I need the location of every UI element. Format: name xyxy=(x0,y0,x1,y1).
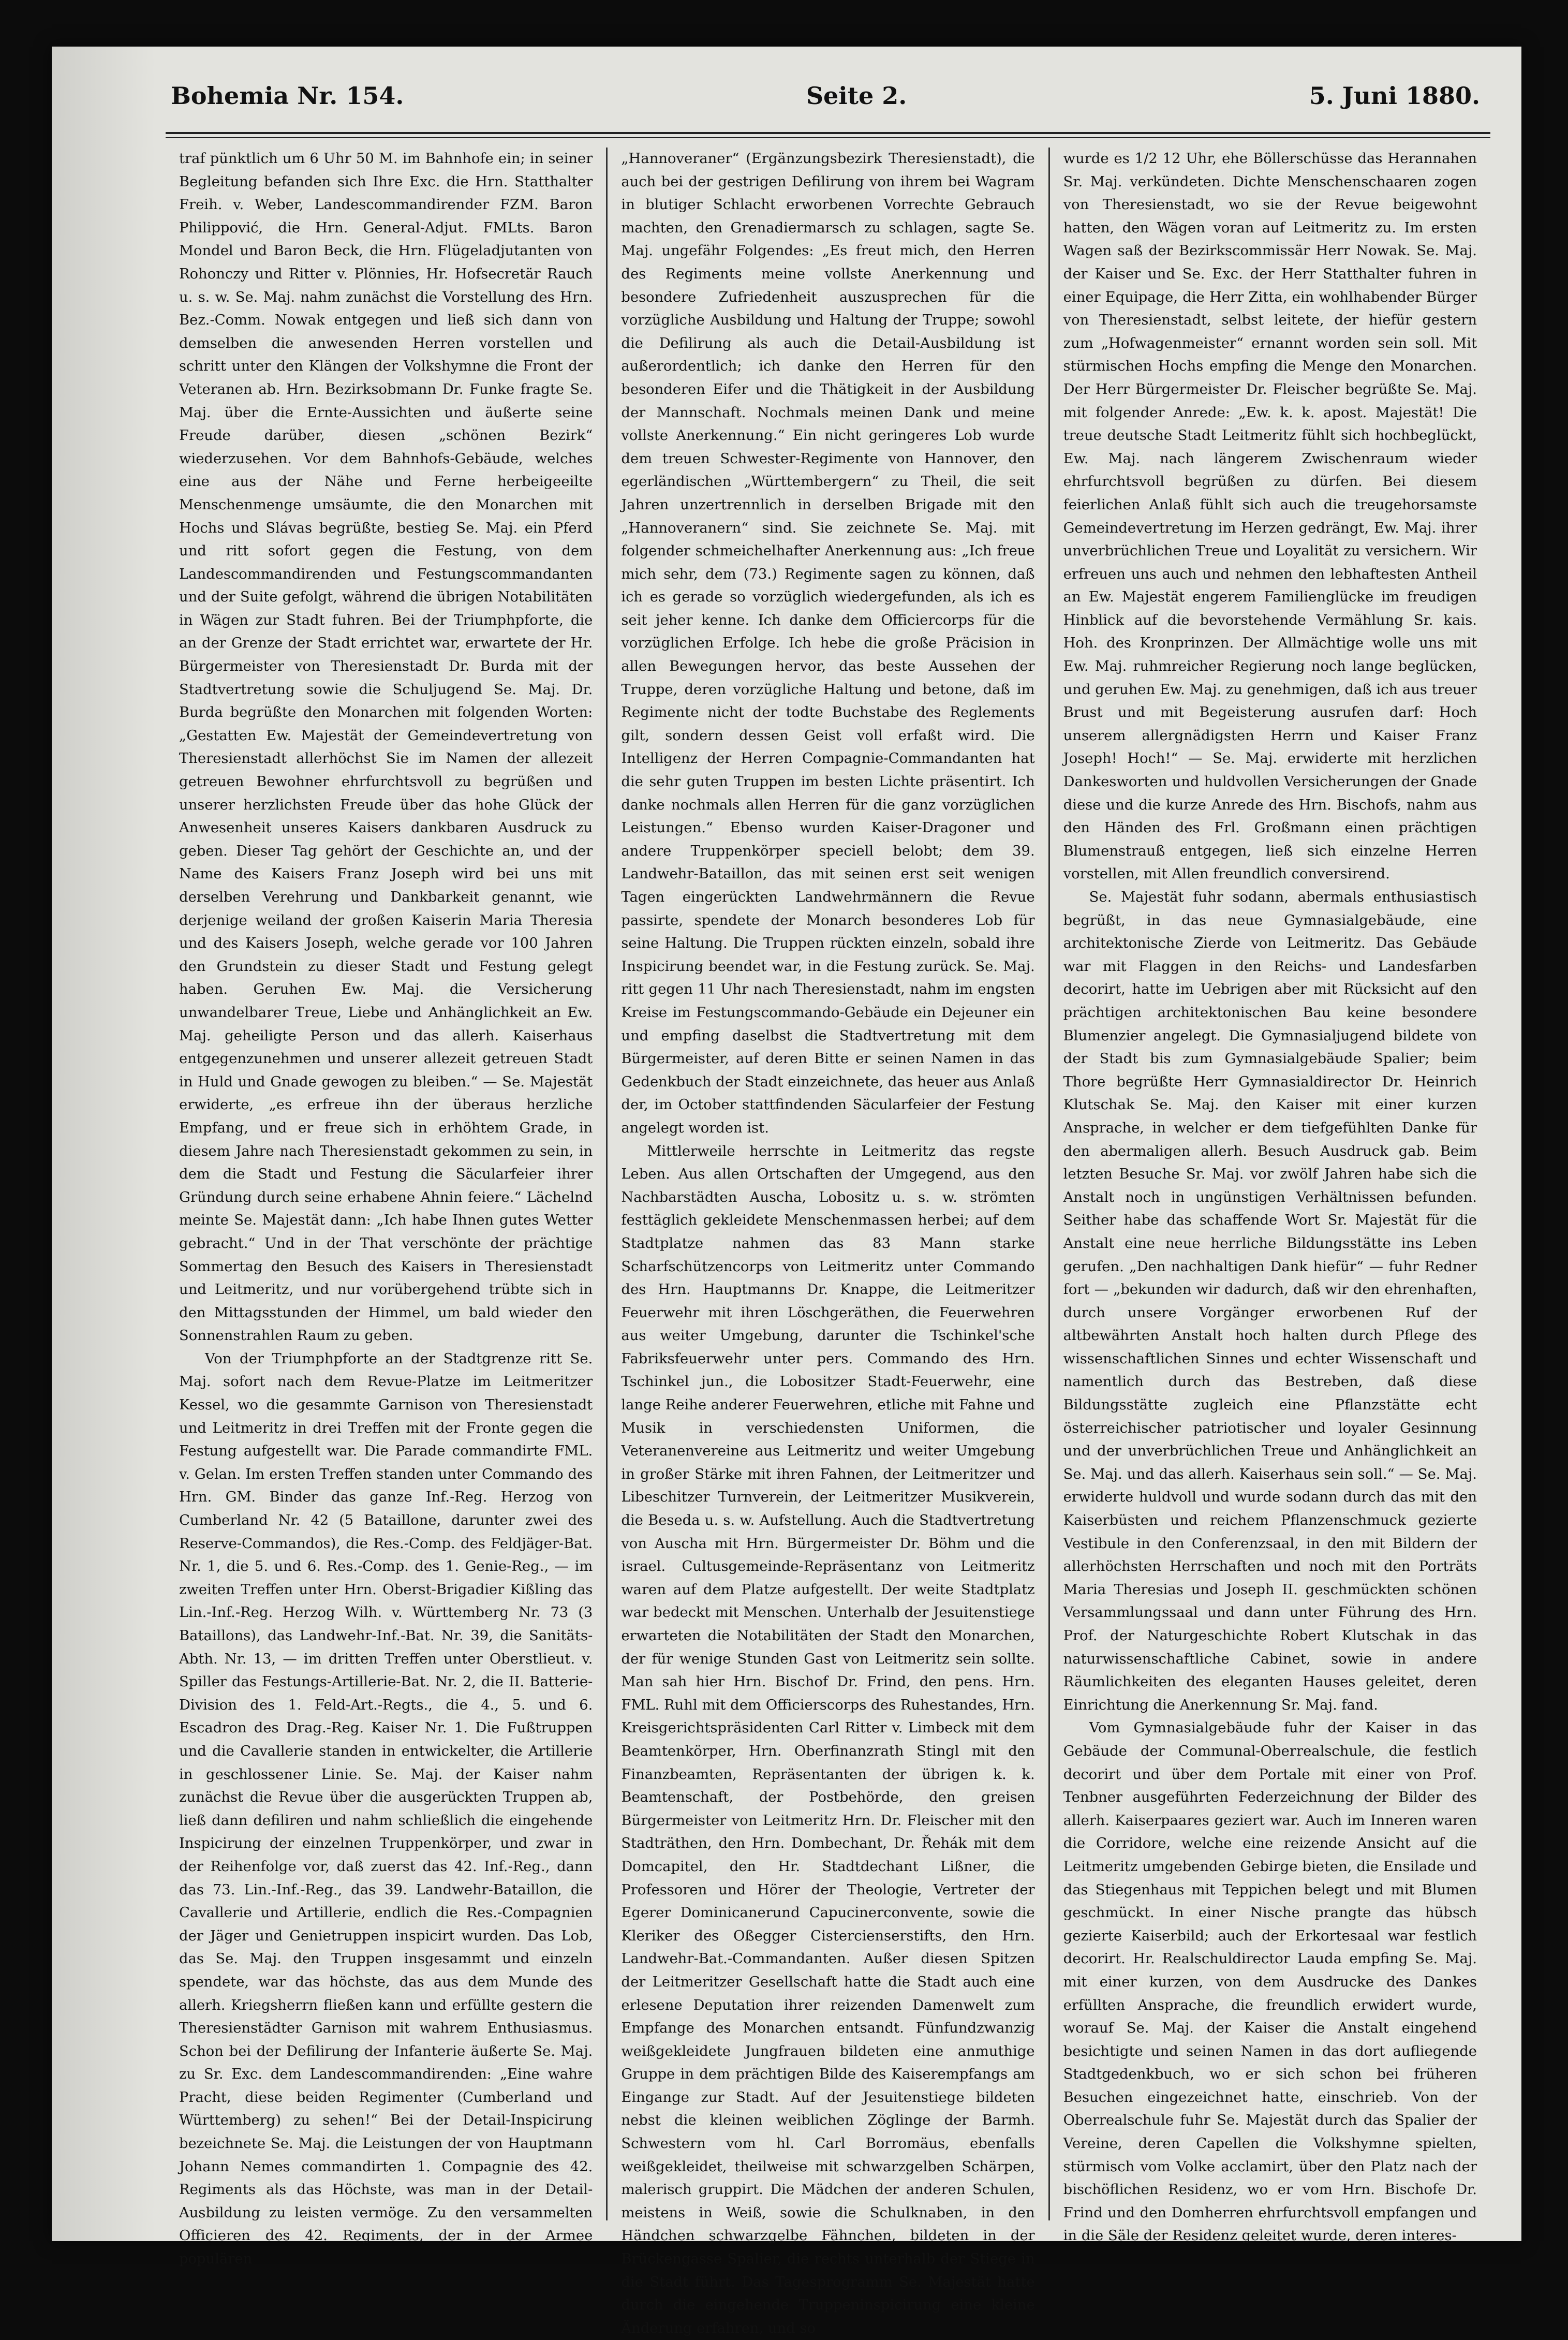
page-gutter xyxy=(52,47,155,2241)
page-number: Seite 2. xyxy=(806,82,907,110)
paragraph: Mittlerweile herrschte in Leitmeritz das regste Leben. Aus allen Ortschaften der Umgegend, aus den Nachbarstädten Auscha, Lobositz u. s. w. strömten festtäglich gekleidete Menschenmassen herbei; auf dem Stadtplatze nahmen das 83 Mann starke Scharfschützencorps von Leitmeritz unter Commando des Hrn. Hauptmanns Dr. Knappe, die Leitmeritzer Feuerwehr mit ihren Löschgeräthen, die Feuerwehren aus weiter Umgebung, darunter die Tschinkel'sche Fabriksfeuerwehr unter pers. Commando des Hrn. Tschinkel jun., die Lobositzer Stadt-Feuerwehr, eine lange Reihe anderer Feuerwehren, etliche mit Fahne und Musik in verschiedensten Uniformen, die Veteranenvereine aus Leitmeritz und weiter Umgebung in großer Stärke mit ihren Fahnen, der Leitmeritzer und Libeschitzer Turnverein, der Leitmeritzer Musikverein, die Beseda u. s. w. Aufstellung. Auch die Stadtvertretung von Auscha mit Hrn. Bürgermeister Dr. Böhm und die israel. Cultusgemeinde-Repräsentanz von Leitmeritz waren auf dem Platze aufgestellt. Der weite Stadtplatz war bedeckt mit Menschen. Unterhalb der Jesuitenstiege erwarteten die Notabilitäten der Stadt den Monarchen, der für wenige Stunden Gast von Leitmeritz sein sollte. Man sah hier Hrn. Bischof Dr. Frind, den pens. Hrn. FML. Ruhl mit dem Officierscorps des Ruhestandes, Hrn. Kreisgerichtspräsidenten Carl Ritter v. Limbeck mit dem Beamtenkörper, Hrn. Oberfinanzrath Stingl mit den Finanzbeamten, Repräsentanten der übrigen k. k. Beamtenschaft, der Postbehörde, den greisen Bürgermeister von Leitmeritz Hrn. Dr. Fleischer mit den Stadträthen, den Hrn. Dombechant, Dr. Řehák mit dem Domcapitel, den Hr. Stadtdechant Lißner, die Professoren und Hörer der Theologie, Vertreter der Egerer Dominicanerund Capucinerconvente, sowie die Kleriker des Oßegger Cistercienserstifts, den Hrn. Landwehr-Bat.-Commandanten. Außer diesen Spitzen der Leitmeritzer Gesellschaft hatte die Stadt auch eine erlesene Deputation ihrer reizenden Damenwelt zum Empfange des Monarchen entsandt. Fünfundzwanzig weißgekleidete Jungfrauen bildeten eine anmuthige Gruppe in dem prächtigen Bilde des Kaiserempfangs am Eingange zur Stadt. Auf der Jesuitenstiege bildeten nebst die kleinen weiblichen Zöglinge der Barmh. Schwestern vom hl. Carl Borromäus, ebenfalls weißgekleidet, theilweise mit schwarzgelben Schärpen, malerisch gruppirt. Die Mädchen der anderen Schulen, meistens in Weiß, sowie die Schulknaben, in den Händchen schwarzgelbe Fähnchen, bildeten in der Brückengasse Spalier, die rechts unterhalb der Stiege in die Stadt führt. Das Tagesprogramm Se. Majestät hatte durch die eingehende Truppeninspicirung eine kleine Änderung erfahren, und so xyxy=(621,1143,1035,2336)
paragraph: Vom Gymnasialgebäude fuhr der Kaiser in das Gebäude der Communal-Oberrealschule, die festlich decorirt und über dem Portale mit einer von Prof. Tenbner ausgeführten Federzeichnung der Bilder des allerh. Kaiserpaares geziert war. Auch im Inneren waren die Corridore, welche eine reizende Ansicht auf die Leitmeritz umgebenden Gebirge bieten, die Ensilade und das Stiegenhaus mit Teppichen belegt und mit Blumen geschmückt. In einer Nische prangte das hübsch gezierte Kaiserbild; auch der Erkortesaal war festlich decorirt. Hr. Realschuldirector Lauda empfing Se. Maj. mit einer kurzen, von dem Ausdrucke des Dankes erfüllten Ansprache, die freundlich erwidert wurde, worauf Se. Maj. der Kaiser die Anstalt eingehend besichtigte und seinen Namen in das dort aufliegende Stadtgedenkbuch, wo er sich schon bei früheren Besuchen eingezeichnet hatte, einschrieb. Von der Oberrealschule fuhr Se. Majestät durch das Spalier der Vereine, deren Capellen die Volkshymne spielten, stürmisch vom Volke acclamirt, über den Platz nach der bischöflichen Residenz, wo er vom Hrn. Bischofe Dr. Frind und den Domherren ehrfurchtsvoll empfangen und in die Säle der Residenz geleitet wurde, deren interes- xyxy=(1063,1720,1477,2244)
header-rule xyxy=(166,132,1490,134)
column-2 xyxy=(606,148,1048,2336)
newspaper-page xyxy=(52,47,1521,2336)
paragraph: traf pünktlich um 6 Uhr 50 M. im Bahnhofe ein; in seiner Begleitung befanden sich Ihre Exc. die Hrn. Statthalter Freih. v. Weber, Landescommandirender FZM. Baron Philippović, die Hrn. General-Adjut. FMLts. Baron Mondel und Baron Beck, die Hrn. Flügeladjutanten von Rohonczy und Ritter v. Plönnies, Hr. Hofsecretär Rauch u. s. w. Se. Maj. nahm zunächst die Vorstellung des Hrn. Bez.-Comm. Nowak entgegen und ließ sich dann von demselben die anwesenden Herren vorstellen und schritt unter den Klängen der Volkshymne die Front der Veteranen ab. Hrn. Bezirksobmann Dr. Funke fragte Se. Maj. über die Ernte-Aussichten und äußerte seine Freude darüber, diesen „schönen Bezirk“ wiederzusehen. Vor dem Bahnhofs-Gebäude, welches eine aus der Nähe und Ferne herbeigeeilte Menschenmenge umsäumte, die den Monarchen mit Hochs und Slávas begrüßte, bestieg Se. Maj. ein Pferd und ritt sofort gegen die Festung, von dem Landescommandirenden und Festungscommandanten und der Suite gefolgt, während die übrigen Notabilitäten in Wägen zur Stadt fuhren. Bei der Triumphpforte, die an der Grenze der Stadt errichtet war, erwartete der Hr. Bürgermeister von Theresienstadt Dr. Burda mit der Stadtvertretung sowie die Schuljugend Se. Maj. Dr. Burda begrüßte den Monarchen mit folgenden Worten: „Gestatten Ew. Majestät der Gemeindevertretung von Theresienstadt allerhöchst Sie im Namen der allezeit getreuen Bewohner ehrfurchtsvoll zu begrüßen und unserer herzlichsten Freude über das hohe Glück der Anwesenheit unseres Kaisers dankbaren Ausdruck zu geben. Dieser Tag gehört der Geschichte an, und der Name des Kaisers Franz Joseph wird bei uns mit derselben Verehrung und Dankbarkeit genannt, wie derjenige weiland der großen Kaiserin Maria Theresia und des Kaisers Joseph, welche gerade vor 100 Jahren den Grundstein zu dieser Stadt und Festung gelegt haben. Geruhen Ew. Maj. die Versicherung unwandelbarer Treue, Liebe und Anhänglichkeit an Ew. Maj. geheiligte Person und das allerh. Kaiserhaus entgegenzunehmen und unserer allezeit getreuen Stadt in Huld und Gnade gewogen zu bleiben.“ — Se. Majestät erwiderte, „es erfreue ihn der überaus herzliche Empfang, und er freue sich in erhöhtem Grade, in diesem Jahre nach Theresienstadt gekommen zu sein, in dem die Stadt und Festung die Säcularfeier ihrer Gründung durch seine erhabene Ahnin feiere.“ Lächelnd meinte Se. Majestät dann: „Ich habe Ihnen gutes Wetter gebracht.“ Und in der That verschönte der prächtige Sommertag den Besuch des Kaisers in Theresienstadt und Leitmeritz, und nur vorübergehend trübte sich in den Mittagsstunden der Himmel, um bald wieder den Sonnenstrahlen Raum zu geben. xyxy=(179,151,593,1344)
column-3 xyxy=(1048,148,1490,2244)
header-rule-thin xyxy=(166,137,1490,138)
page-header xyxy=(171,62,1480,129)
paragraph: wurde es 1/2 12 Uhr, ehe Böllerschüsse das Herannahen Sr. Maj. verkündeten. Dichte Menschenschaaren zogen von Theresienstadt, wo sie der Revue beigewohnt hatten, den Wägen voran auf Leitmeritz zu. Im ersten Wagen saß der Bezirkscommissär Herr Nowak. Se. Maj. der Kaiser und Se. Exc. der Herr Statthalter fuhren in einer Equipage, die Herr Zitta, ein wohlhabender Bürger von Theresienstadt, selbst leitete, der hiefür gestern zum „Hofwagenmeister“ ernannt worden sein soll. Mit stürmischen Hochs empfing die Menge den Monarchen. Der Herr Bürgermeister Dr. Fleischer begrüßte Se. Maj. mit folgender Anrede: „Ew. k. k. apost. Majestät! Die treue deutsche Stadt Leitmeritz fühlt sich hochbeglückt, Ew. Maj. nach längerem Zwischenraum wieder ehrfurchtsvoll begrüßen zu dürfen. Bei diesem feierlichen Anlaß fühlt sich auch die treugehorsamste Gemeindevertretung im Herzen gedrängt, Ew. Maj. ihrer unverbrüchlichen Treue und Loyalität zu versichern. Wir erfreuen uns auch und nehmen den lebhaftesten Antheil an Ew. Majestät engerem Familienglücke im freudigen Hinblick auf die bevorstehende Vermählung Sr. kais. Hoh. des Kronprinzen. Der Allmächtige wolle uns mit Ew. Maj. ruhmreicher Regierung noch lange beglücken, und geruhen Ew. Maj. zu genehmigen, daß ich aus treuer Brust und mit Begeisterung ausrufen darf: Hoch unserem allergnädigsten Herrn und Kaiser Franz Joseph! Hoch!“ — Se. Maj. erwiderte mit herzlichen Dankesworten und huldvollen Versicherungen der Gnade diese und die kurze Anrede des Hrn. Bischofs, nahm aus den Händen des Frl. Großmann einen prächtigen Blumenstrauß entgegen, ließ sich einzelne Herren vorstellen, mit Allen freundlich conversirend. xyxy=(1063,151,1477,882)
paragraph: Se. Majestät fuhr sodann, abermals enthusiastisch begrüßt, in das neue Gymnasialgebäude, eine architektonische Zierde von Leitmeritz. Das Gebäude war mit Flaggen in den Reichs- und Landesfarben decorirt, hatte im Uebrigen aber mit Rücksicht auf den prächtigen architektonischen Bau keine besondere Blumenzier angelegt. Die Gymnasialjugend bildete von der Stadt bis zum Gymnasialgebäude Spalier; beim Thore begrüßte Herr Gymnasialdirector Dr. Heinrich Klutschak Se. Maj. den Kaiser mit einer kurzen Ansprache, in welcher er dem tiefgefühlten Danke für den abermaligen allerh. Besuch Ausdruck gab. Beim letzten Besuche Sr. Maj. vor zwölf Jahren habe sich die Anstalt noch in ungünstigen Verhältnissen befunden. Seither habe das schaffende Wort Sr. Majestät für die Anstalt eine neue herrliche Bildungsstätte ins Leben gerufen. „Den nachhaltigen Dank hiefür“ — fuhr Redner fort — „bekunden wir dadurch, daß wir den ehrenhaften, durch unsere Vorgänger erworbenen Ruf der altbewährten Anstalt hoch halten durch Pflege des wissenschaftlichen Sinnes und echter Wissenschaft und namentlich durch das Bestreben, daß diese Bildungsstätte zugleich eine Pflanzstätte echt österreichischer patriotischer und loyaler Gesinnung und der unverbrüchlichen Treue und Anhänglichkeit an Se. Maj. und das allerh. Kaiserhaus sein soll.“ — Se. Maj. erwiderte huldvoll und wurde sodann durch das mit den Kaiserbüsten und reichem Pflanzenschmuck gezierte Vestibule in den Conferenzsaal, in den mit Bildern der allerhöchsten Herrschaften und noch mit den Porträts Maria Theresias und Joseph II. geschmückten schönen Versammlungssaal und dann unter Führung des Hrn. Prof. der Naturgeschichte Robert Klutschak in das naturwissenschaftliche Cabinet, sowie in andere Räumlichkeiten des eleganten Hauses geleitet, deren Einrichtung die Anerkennung Sr. Maj. fand. xyxy=(1063,889,1477,1713)
article-columns xyxy=(166,148,1490,2336)
issue-date: 5. Juni 1880. xyxy=(1309,82,1480,110)
paragraph: „Hannoveraner“ (Ergänzungsbezirk Theresienstadt), die auch bei der gestrigen Defilirung von ihrem bei Wagram in blutiger Schlacht erworbenen Vorrechte Gebrauch machten, den Grenadiermarsch zu schlagen, sagte Se. Maj. ungefähr Folgendes: „Es freut mich, den Herren des Regiments meine vollste Anerkennung und besondere Zufriedenheit auszusprechen für die vorzügliche Ausbildung und Haltung der Truppe; sowohl die Defilirung als auch die Detail-Ausbildung ist außerordentlich; ich danke den Herren für den besonderen Eifer und die Thätigkeit in der Ausbildung der Mannschaft. Nochmals meinen Dank und meine vollste Anerkennung.“ Ein nicht geringeres Lob wurde dem treuen Schwester-Regimente von Hannover, den egerländischen „Württembergern“ zu Theil, die seit Jahren unzertrennlich in derselben Brigade mit den „Hannoveranern“ sind. Sie zeichnete Se. Maj. mit folgender schmeichelhafter Anerkennung aus: „Ich freue mich sehr, dem (73.) Regimente sagen zu können, daß ich es gerade so vorzüglich wiedergefunden, als ich es seit jeher kenne. Ich danke dem Officiercorps für die vorzüglichen Erfolge. Ich hebe die große Präcision in allen Bewegungen hervor, das beste Aussehen der Truppe, deren vorzügliche Haltung und betone, daß im Regimente nicht der todte Buchstabe des Reglements gilt, sondern dessen Geist voll erfaßt wird. Die Intelligenz der Herren Compagnie-Commandanten hat die sehr guten Truppen im besten Lichte präsentirt. Ich danke nochmals allen Herren für die ganz vorzüglichen Leistungen.“ Ebenso wurden Kaiser-Dragoner und andere Truppenkörper speciell belobt; dem 39. Landwehr-Bataillon, das mit seinen erst seit wenigen Tagen eingerückten Landwehrmännern die Revue passirte, spendete der Monarch besonderes Lob für seine Haltung. Die Truppen rückten einzeln, sobald ihre Inspicirung beendet war, in die Festung zurück. Se. Maj. ritt gegen 11 Uhr nach Theresienstadt, nahm im engsten Kreise im Festungscommando-Gebäude ein Dejeuner ein und empfing daselbst die Stadtvertretung mit dem Bürgermeister, auf deren Bitte er seinen Namen in das Gedenkbuch der Stadt einzeichnete, das heuer aus Anlaß der, im October stattfindenden Säcularfeier der Festung angelegt worden ist. xyxy=(621,151,1035,1136)
publication-title: Bohemia Nr. 154. xyxy=(171,82,404,110)
paragraph: Von der Triumphpforte an der Stadtgrenze ritt Se. Maj. sofort nach dem Revue-Platze im Leitmeritzer Kessel, wo die gesammte Garnison von Theresienstadt und Leitmeritz in drei Treffen mit der Fronte gegen die Festung aufgestellt war. Die Parade commandirte FML. v. Gelan. Im ersten Treffen standen unter Commando des Hrn. GM. Binder das ganze Inf.-Reg. Herzog von Cumberland Nr. 42 (5 Bataillone, darunter zwei des Reserve-Commandos), die Res.-Comp. des Feldjäger-Bat. Nr. 1, die 5. und 6. Res.-Comp. des 1. Genie-Reg., — im zweiten Treffen unter Hrn. Oberst-Brigadier Kißling das Lin.-Inf.-Reg. Herzog Wilh. v. Württemberg Nr. 73 (3 Bataillons), das Landwehr-Inf.-Bat. Nr. 39, die Sanitäts-Abth. Nr. 13, — im dritten Treffen unter Oberstlieut. v. Spiller das Festungs-Artillerie-Bat. Nr. 2, die II. Batterie-Division des 1. Feld-Art.-Regts., die 4., 5. und 6. Escadron des Drag.-Reg. Kaiser Nr. 1. Die Fußtruppen und die Cavallerie standen in entwickelter, die Artillerie in geschlossener Linie. Se. Maj. der Kaiser nahm zunächst die Revue über die ausgerückten Truppen ab, ließ dann defiliren und nahm schließlich die eingehende Inspicirung der einzelnen Truppenkörper, und zwar in der Reihenfolge vor, daß zuerst das 42. Inf.-Reg., dann das 73. Lin.-Inf.-Reg., das 39. Landwehr-Bataillon, die Cavallerie und Artillerie, endlich die Res.-Compagnien der Jäger und Genietruppen inspicirt wurden. Das Lob, das Se. Maj. den Truppen insgesammt und einzeln spendete, war das höchste, das aus dem Munde des allerh. Kriegsherrn fließen kann und erfüllte gestern die Theresienstädter Garnison mit wahrem Enthusiasmus. Schon bei der Defilirung der Infanterie äußerte Se. Maj. zu Sr. Exc. dem Landescommandirenden: „Eine wahre Pracht, diese beiden Regimenter (Cumberland und Württemberg) zu sehen!“ Bei der Detail-Inspicirung bezeichnete Se. Maj. die Leistungen der von Hauptmann Johann Nemes commandirten 1. Compagnie des 42. Regiments als das Höchste, was man in der Detail-Ausbildung zu leisten vermöge. Zu den versammelten Officieren des 42. Regiments, der in der Armee populären xyxy=(179,1350,593,2268)
column-1 xyxy=(166,148,606,2268)
